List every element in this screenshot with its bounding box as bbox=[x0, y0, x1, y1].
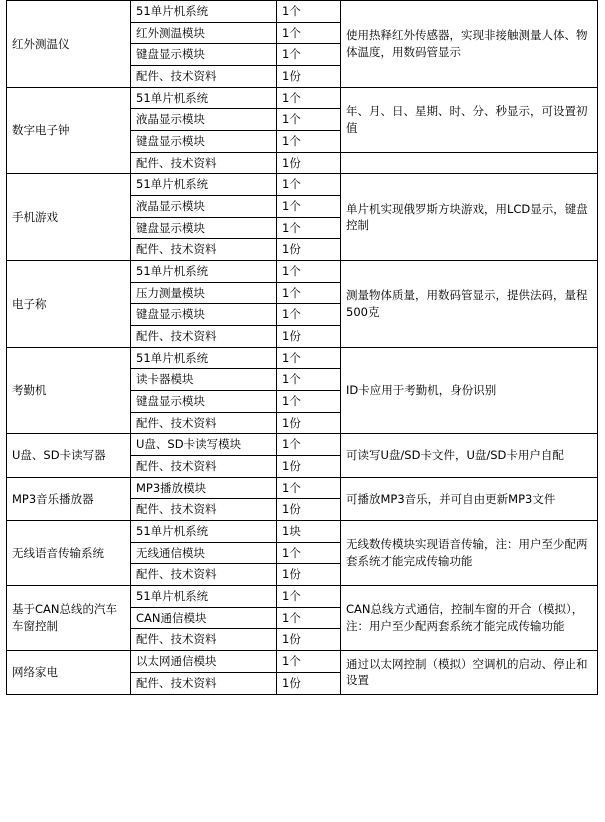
quantity-cell: 1份 bbox=[277, 239, 341, 261]
module-cell: 配件、技术资料 bbox=[131, 412, 277, 434]
module-cell: 配件、技术资料 bbox=[131, 672, 277, 694]
product-name-cell: 数字电子钟 bbox=[7, 87, 131, 174]
module-cell: MP3播放模块 bbox=[131, 477, 277, 499]
product-name-cell: 基于CAN总线的汽车车窗控制 bbox=[7, 586, 131, 651]
quantity-cell: 1份 bbox=[277, 152, 341, 174]
module-cell: 液晶显示模块 bbox=[131, 109, 277, 131]
module-cell: CAN通信模块 bbox=[131, 607, 277, 629]
quantity-cell: 1个 bbox=[277, 261, 341, 283]
product-name-cell: 电子称 bbox=[7, 261, 131, 348]
module-cell: 键盘显示模块 bbox=[131, 131, 277, 153]
table-row bbox=[7, 586, 598, 608]
table-row bbox=[7, 521, 598, 543]
module-cell: 压力测量模块 bbox=[131, 282, 277, 304]
module-cell: 键盘显示模块 bbox=[131, 304, 277, 326]
module-cell: 配件、技术资料 bbox=[131, 564, 277, 586]
description-cell: 可读写U盘/SD卡文件，U盘/SD卡用户自配 bbox=[341, 434, 598, 477]
module-cell: 配件、技术资料 bbox=[131, 499, 277, 521]
description-cell: ID卡应用于考勤机，身份识别 bbox=[341, 347, 598, 434]
quantity-cell: 1个 bbox=[277, 196, 341, 218]
description-cell: CAN总线方式通信，控制车窗的开合（模拟），注：用户至少配两套系统才能完成传输功能 bbox=[341, 586, 598, 651]
product-name-cell: 网络家电 bbox=[7, 651, 131, 694]
module-cell: 读卡器模块 bbox=[131, 369, 277, 391]
table-row bbox=[7, 347, 598, 369]
description-cell: 无线数传模块实现语音传输，注：用户至少配两套系统才能完成传输功能 bbox=[341, 521, 598, 586]
quantity-cell: 1份 bbox=[277, 672, 341, 694]
module-cell: 液晶显示模块 bbox=[131, 196, 277, 218]
quantity-cell: 1个 bbox=[277, 434, 341, 456]
description-cell: 使用热释红外传感器，实现非接触测量人体、物体温度，用数码管显示 bbox=[341, 1, 598, 88]
quantity-cell: 1份 bbox=[277, 629, 341, 651]
module-cell: U盘、SD卡读写模块 bbox=[131, 434, 277, 456]
quantity-cell: 1个 bbox=[277, 607, 341, 629]
quantity-cell: 1个 bbox=[277, 44, 341, 66]
description-cell: 可播放MP3音乐，并可自由更新MP3文件 bbox=[341, 477, 598, 520]
quantity-cell: 1个 bbox=[277, 369, 341, 391]
quantity-cell: 1个 bbox=[277, 391, 341, 413]
quantity-cell: 1个 bbox=[277, 304, 341, 326]
module-cell: 配件、技术资料 bbox=[131, 456, 277, 478]
module-cell: 配件、技术资料 bbox=[131, 152, 277, 174]
description-cell bbox=[341, 152, 598, 174]
table-row bbox=[7, 87, 598, 109]
product-spec-table bbox=[6, 0, 598, 695]
quantity-cell: 1个 bbox=[277, 87, 341, 109]
product-name-cell: MP3音乐播放器 bbox=[7, 477, 131, 520]
module-cell: 以太网通信模块 bbox=[131, 651, 277, 673]
quantity-cell: 1个 bbox=[277, 217, 341, 239]
module-cell: 无线通信模块 bbox=[131, 542, 277, 564]
quantity-cell: 1份 bbox=[277, 326, 341, 348]
quantity-cell: 1块 bbox=[277, 521, 341, 543]
quantity-cell: 1个 bbox=[277, 542, 341, 564]
quantity-cell: 1份 bbox=[277, 499, 341, 521]
description-cell: 年、月、日、星期、时、分、秒显示，可设置初值 bbox=[341, 87, 598, 152]
quantity-cell: 1个 bbox=[277, 586, 341, 608]
table-row bbox=[7, 651, 598, 673]
module-cell: 51单片机系统 bbox=[131, 261, 277, 283]
table-row bbox=[7, 434, 598, 456]
description-cell: 单片机实现俄罗斯方块游戏，用LCD显示，键盘控制 bbox=[341, 174, 598, 261]
module-cell: 红外测温模块 bbox=[131, 22, 277, 44]
module-cell: 配件、技术资料 bbox=[131, 239, 277, 261]
module-cell: 51单片机系统 bbox=[131, 87, 277, 109]
quantity-cell: 1个 bbox=[277, 174, 341, 196]
quantity-cell: 1份 bbox=[277, 66, 341, 88]
module-cell: 51单片机系统 bbox=[131, 174, 277, 196]
module-cell: 51单片机系统 bbox=[131, 521, 277, 543]
quantity-cell: 1个 bbox=[277, 282, 341, 304]
quantity-cell: 1个 bbox=[277, 22, 341, 44]
quantity-cell: 1个 bbox=[277, 347, 341, 369]
product-name-cell: 考勤机 bbox=[7, 347, 131, 434]
product-name-cell: 手机游戏 bbox=[7, 174, 131, 261]
table-row bbox=[7, 477, 598, 499]
module-cell: 键盘显示模块 bbox=[131, 44, 277, 66]
description-cell: 测量物体质量，用数码管显示，提供法码，量程500克 bbox=[341, 261, 598, 348]
quantity-cell: 1份 bbox=[277, 564, 341, 586]
module-cell: 配件、技术资料 bbox=[131, 326, 277, 348]
module-cell: 51单片机系统 bbox=[131, 586, 277, 608]
product-name-cell: 无线语音传输系统 bbox=[7, 521, 131, 586]
module-cell: 配件、技术资料 bbox=[131, 66, 277, 88]
table-row bbox=[7, 261, 598, 283]
quantity-cell: 1个 bbox=[277, 109, 341, 131]
product-name-cell: U盘、SD卡读写器 bbox=[7, 434, 131, 477]
quantity-cell: 1个 bbox=[277, 651, 341, 673]
module-cell: 键盘显示模块 bbox=[131, 217, 277, 239]
table-row bbox=[7, 1, 598, 23]
quantity-cell: 1个 bbox=[277, 131, 341, 153]
quantity-cell: 1个 bbox=[277, 477, 341, 499]
module-cell: 键盘显示模块 bbox=[131, 391, 277, 413]
table-row bbox=[7, 174, 598, 196]
module-cell: 配件、技术资料 bbox=[131, 629, 277, 651]
spec-table-body bbox=[7, 1, 598, 695]
module-cell: 51单片机系统 bbox=[131, 1, 277, 23]
product-name-cell: 红外测温仪 bbox=[7, 1, 131, 88]
module-cell: 51单片机系统 bbox=[131, 347, 277, 369]
description-cell: 通过以太网控制（模拟）空调机的启动、停止和设置 bbox=[341, 651, 598, 694]
quantity-cell: 1个 bbox=[277, 1, 341, 23]
quantity-cell: 1份 bbox=[277, 456, 341, 478]
quantity-cell: 1份 bbox=[277, 412, 341, 434]
